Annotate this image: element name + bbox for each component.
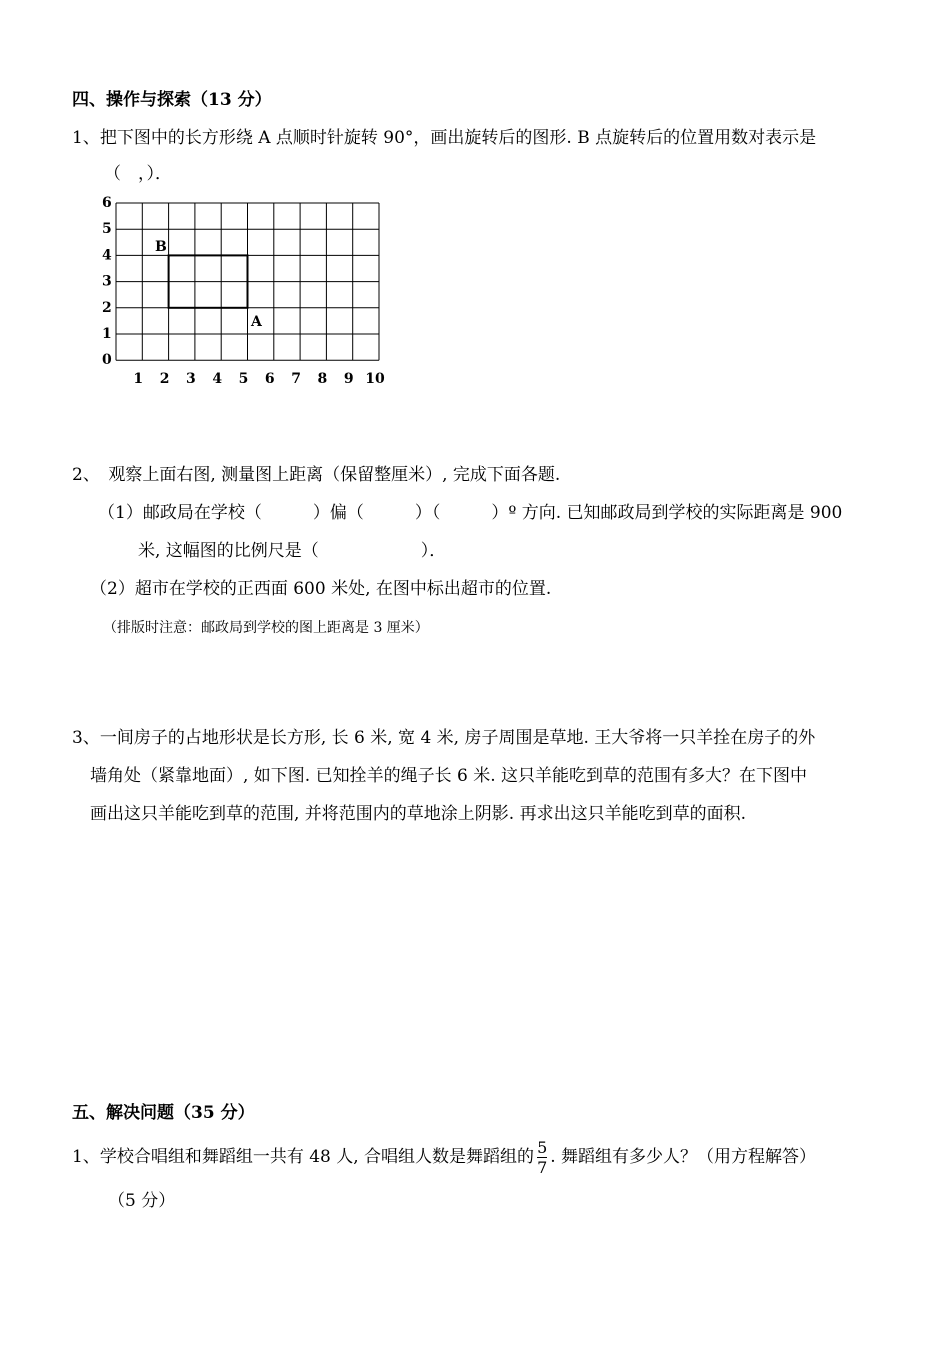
s5-q1-points: （5 分） (108, 1191, 176, 1211)
q3-line1: 3、一间房子的占地形状是长方形, 长 6 米, 宽 4 米, 房子周围是草地. 王大爷将一只羊拴在房子的外 (72, 728, 816, 748)
fraction-denominator: 7 (537, 1158, 548, 1177)
y-axis-tick-label: 0 (102, 352, 112, 369)
q2-sub1-line2: 米, 这幅图的比例尺是（ ）． (138, 541, 447, 561)
section5-heading: 五、解决问题（35 分） (72, 1103, 255, 1123)
q1-text: 1、把下图中的长方形绕 A 点顺时针旋转 90°，画出旋转后的图形. B 点旋转后的位置用数对表示是 (72, 128, 817, 148)
point-b-label: B (155, 239, 167, 255)
x-axis-tick-label: 4 (212, 371, 223, 388)
y-axis-tick-label: 6 (102, 195, 112, 211)
q2-sub1-line1: （1）邮政局在学校（ ）偏（ ）（ ）º 方向. 已知邮政局到学校的实际距离是 900 (98, 503, 843, 523)
x-axis-tick-label: 6 (264, 371, 275, 388)
y-axis-tick-label: 5 (102, 221, 112, 238)
coordinate-grid (90, 195, 420, 395)
x-axis-tick-label: 3 (186, 371, 196, 388)
y-axis-tick-label: 2 (102, 299, 112, 316)
q1-answer-blank[interactable]: （ ，）． (104, 164, 172, 184)
s5-q1-text-before: 1、学校合唱组和舞蹈组一共有 48 人, 合唱组人数是舞蹈组的 (72, 1147, 535, 1167)
q3-line3: 画出这只羊能吃到草的范围, 并将范围内的草地涂上阴影. 再求出这只羊能吃到草的面积. (90, 804, 747, 824)
q2-sub2: （2）超市在学校的正西面 600 米处, 在图中标出超市的位置. (90, 579, 552, 599)
s5-q1-text-after: . 舞蹈组有多少人？（用方程解答） (550, 1147, 817, 1167)
x-axis-tick-label: 7 (291, 371, 301, 388)
fraction-numerator: 5 (537, 1138, 548, 1157)
x-axis-tick-label: 9 (343, 371, 354, 388)
x-axis-tick-label: 10 (365, 371, 385, 388)
x-axis-tick-label: 5 (238, 371, 249, 388)
point-a-label: A (251, 314, 262, 330)
q3-line2: 墙角处（紧靠地面）, 如下图. 已知拴羊的绳子长 6 米. 这只羊能吃到草的范围有多大？在下图中 (90, 766, 808, 786)
s5-q1-text (72, 1137, 816, 1177)
fraction (537, 1138, 547, 1177)
y-axis-tick-label: 1 (102, 326, 112, 342)
x-axis-tick-label: 1 (133, 371, 144, 388)
x-axis-tick-label: 8 (317, 371, 328, 388)
q2-text: 2、 观察上面右图, 测量图上距离（保留整厘米）, 完成下面各题. (72, 465, 561, 485)
y-axis-tick-label: 3 (102, 273, 112, 290)
y-axis-tick-label: 4 (102, 247, 112, 264)
x-axis-tick-label: 2 (159, 371, 170, 388)
q2-note: （排版时注意：邮政局到学校的图上距离是 3 厘米） (103, 620, 429, 636)
section4-heading: 四、操作与探索（13 分） (72, 90, 272, 110)
